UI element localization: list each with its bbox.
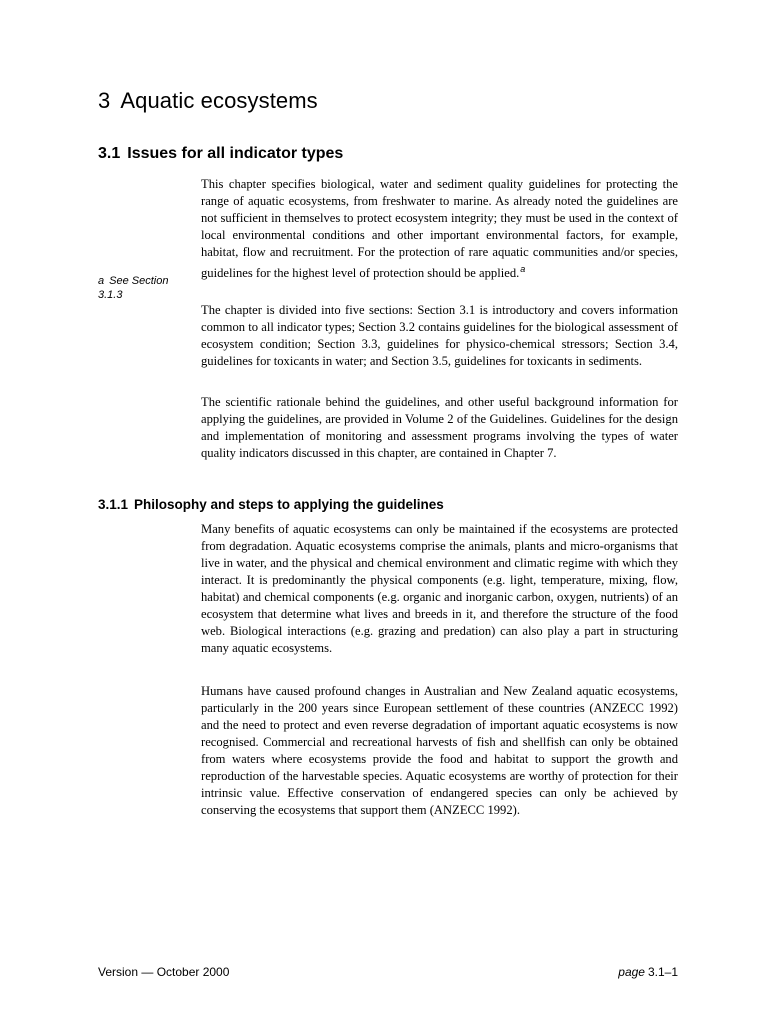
paragraph-2: The chapter is divided into five sections: Section 3.1 is introductory and covers information common to all indicator types; Section 3.2 contains guidelines for the biological assessment of ecosystem condition; Section 3.3, guidelines for physico-chemical stressors; Section 3.4, guidelines for toxicants in water; and Section 3.5, guidelines for toxicants in sediments. xyxy=(201,303,678,368)
chapter-title: Aquatic ecosystems xyxy=(120,88,318,113)
footer-version: Version — October 2000 xyxy=(98,965,230,979)
paragraph-1 xyxy=(201,176,678,282)
margin-note-letter: a xyxy=(98,275,105,287)
subsection-heading xyxy=(98,497,444,512)
margin-note xyxy=(98,274,188,302)
footer-page-number: 3.1–1 xyxy=(647,965,678,979)
chapter-heading xyxy=(98,88,318,114)
section-number: 3.1 xyxy=(98,145,121,162)
paragraph-3: The scientific rationale behind the guidelines, and other useful background information for applying the guidelines, are provided in Volume 2 of the Guidelines. Guidelines for the design and implementation of monitoring and assessment programs involving the types of water quality indicators discussed in this chapter, are contained in Chapter 7. xyxy=(201,395,678,460)
subsection-number: 3.1.1 xyxy=(98,497,129,512)
section-title: Issues for all indicator types xyxy=(127,145,344,162)
footer-page xyxy=(618,965,678,979)
subsection-title: Philosophy and steps to applying the guidelines xyxy=(134,497,444,512)
paragraph-1-text: This chapter specifies biological, water and sediment quality guidelines for protecting the range of aquatic ecosystems, from freshwater to marine. As already noted the guidelines are not sufficient in themselves to protect ecosystem integrity; they must be used in the context of local environmental conditions and other important environmental factors, for example, habitat, flow and recruitment. For the protection of rare aquatic communities and/or species, guidelines for the highest level of protection should be applied. xyxy=(201,177,678,280)
footer-page-word: page xyxy=(618,965,645,979)
chapter-number: 3 xyxy=(98,88,111,113)
paragraph-4: Many benefits of aquatic ecosystems can only be maintained if the ecosystems are protected from degradation. Aquatic ecosystems comprise the animals, plants and micro-organisms that live in water, and the physical and chemical environment and climatic regime with which they interact. It is predominantly the physical components (e.g. light, temperature, mixing, flow, habitat) and chemical components (e.g. organic and inorganic carbon, oxygen, nutrients) of an ecosystem that determine what lives and breeds in it, and therefore the structure of the food web. Biological interactions (e.g. grazing and predation) can also play a part in structuring many aquatic ecosystems. xyxy=(201,522,678,655)
paragraph-5: Humans have caused profound changes in Australian and New Zealand aquatic ecosystems, particularly in the 200 years since European settlement of these countries (ANZECC 1992) and the need to protect and even reverse degradation of important aquatic ecosystems is now recognised. Commercial and recreational harvests of fish and shellfish can only be obtained from waters where ecosystems provide the food and habitat to support the growth and reproduction of the harvestable species. Aquatic ecosystems are worthy of protection for their intrinsic value. Effective conservation of endangered species can only be achieved by conserving the ecosystems that support them (ANZECC 1992). xyxy=(201,684,678,817)
footnote-marker: a xyxy=(520,264,526,274)
section-heading xyxy=(98,145,343,163)
margin-note-text: See Section 3.1.3 xyxy=(98,275,169,301)
